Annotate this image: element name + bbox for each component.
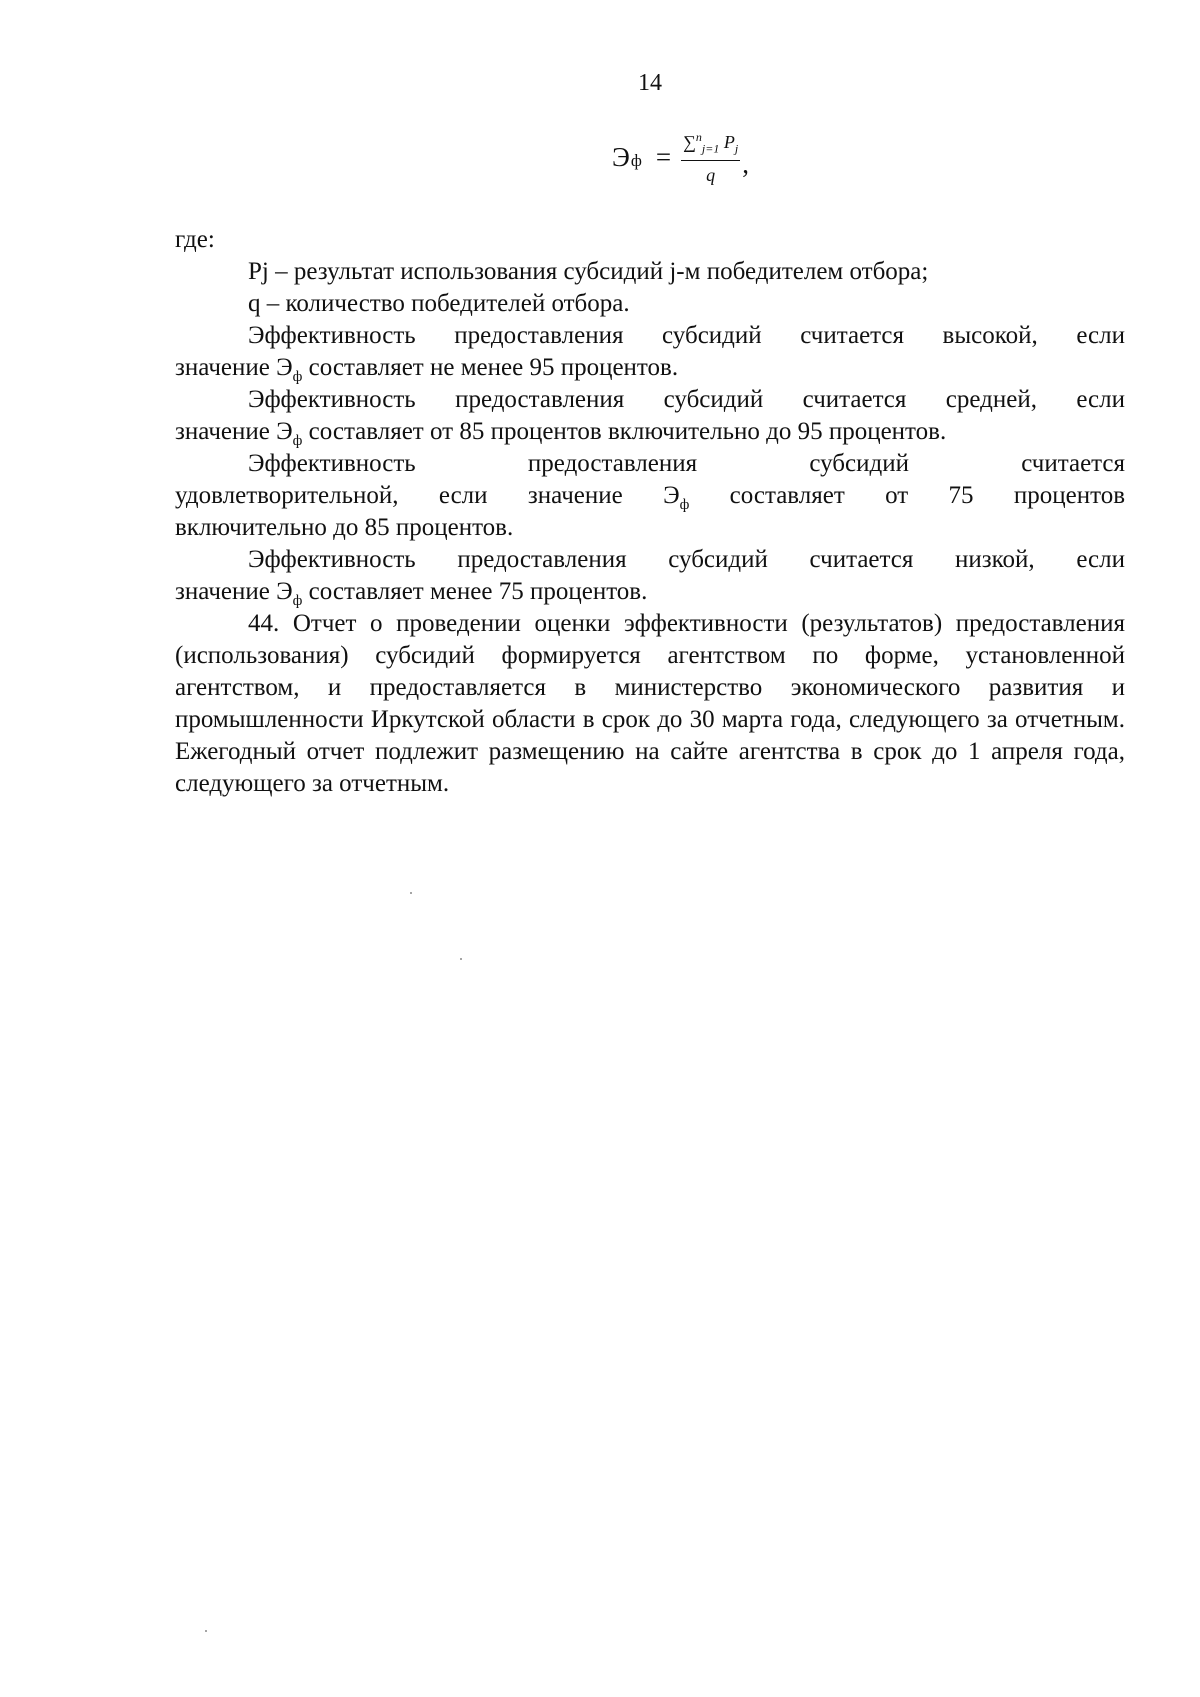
- formula-numerator: [681, 130, 740, 161]
- sum-lower-limit: j=1: [701, 141, 720, 156]
- formula-denominator: q: [706, 164, 716, 185]
- symbol-e-subscript: ф: [679, 497, 690, 513]
- formula-lhs-subscript: ф: [630, 151, 642, 171]
- symbol-e-subscript: ф: [292, 593, 303, 609]
- sum-upper-limit: n: [695, 130, 702, 144]
- criterion-satisfactory-line1: Эффективность предоставления субсидий считается: [248, 450, 1125, 477]
- symbol-e-subscript: ф: [292, 433, 303, 449]
- symbol-e: Э: [276, 578, 293, 605]
- scan-speck: [410, 892, 412, 894]
- scan-speck: [205, 1630, 207, 1632]
- symbol-e-subscript: ф: [292, 369, 303, 385]
- formula-fraction: [681, 130, 740, 186]
- paragraph-44: 44. Отчет о проведении оценки эффективности (результатов) предоставления (использования) субсидий формируется агентством по форме, установленной агентством, и предоставляется в министерство экономического развития и промышленности Иркутской области в срок до 30 марта года, следующего за отчетным. Ежегодный отчет подлежит размещению на сайте агентства в срок до 1 апреля года, следующего за отчетным.: [175, 610, 1125, 797]
- symbol-e: Э: [276, 418, 293, 445]
- sum-term: P: [723, 132, 735, 152]
- efficiency-formula: [612, 130, 749, 186]
- sum-symbol: ∑: [683, 132, 696, 152]
- definition-q: q – количество победителей отбора.: [248, 290, 630, 317]
- criterion-low-line2: значение $Э_ф$ составляет менее 75 процентов.: [175, 578, 648, 609]
- symbol-e: Э: [663, 482, 680, 509]
- where-label: где:: [175, 226, 215, 253]
- criterion-satisfactory-line3: включительно до 85 процентов.: [175, 514, 514, 541]
- criterion-high-line1: Эффективность предоставления субсидий считается высокой, если: [248, 322, 1125, 349]
- criterion-medium-line2: значение $Э_ф$ составляет от 85 процентов включительно до 95 процентов.: [175, 418, 947, 449]
- criterion-high-line2: значение $Э_ф$ составляет не менее 95 процентов.: [175, 354, 679, 385]
- scan-speck: [460, 958, 462, 960]
- formula-lhs: [612, 142, 642, 173]
- symbol-e: Э: [276, 354, 293, 381]
- formula-equals: =: [655, 142, 672, 173]
- definition-pj: Pj – результат использования субсидий j-м победителем отбора;: [248, 258, 929, 285]
- criterion-medium-line1: Эффективность предоставления субсидий считается средней, если: [248, 386, 1125, 413]
- document-body: [175, 224, 1125, 800]
- formula-lhs-symbol: Э: [612, 142, 630, 173]
- sum-term-subscript: j: [734, 141, 739, 156]
- criterion-low-line1: Эффективность предоставления субсидий считается низкой, если: [248, 546, 1125, 573]
- page-number: 14: [638, 70, 662, 96]
- formula-comma: ,: [742, 149, 749, 180]
- criterion-satisfactory-line2: удовлетворительной, если значение $Э_ф$ составляет от 75 процентов: [175, 482, 1125, 513]
